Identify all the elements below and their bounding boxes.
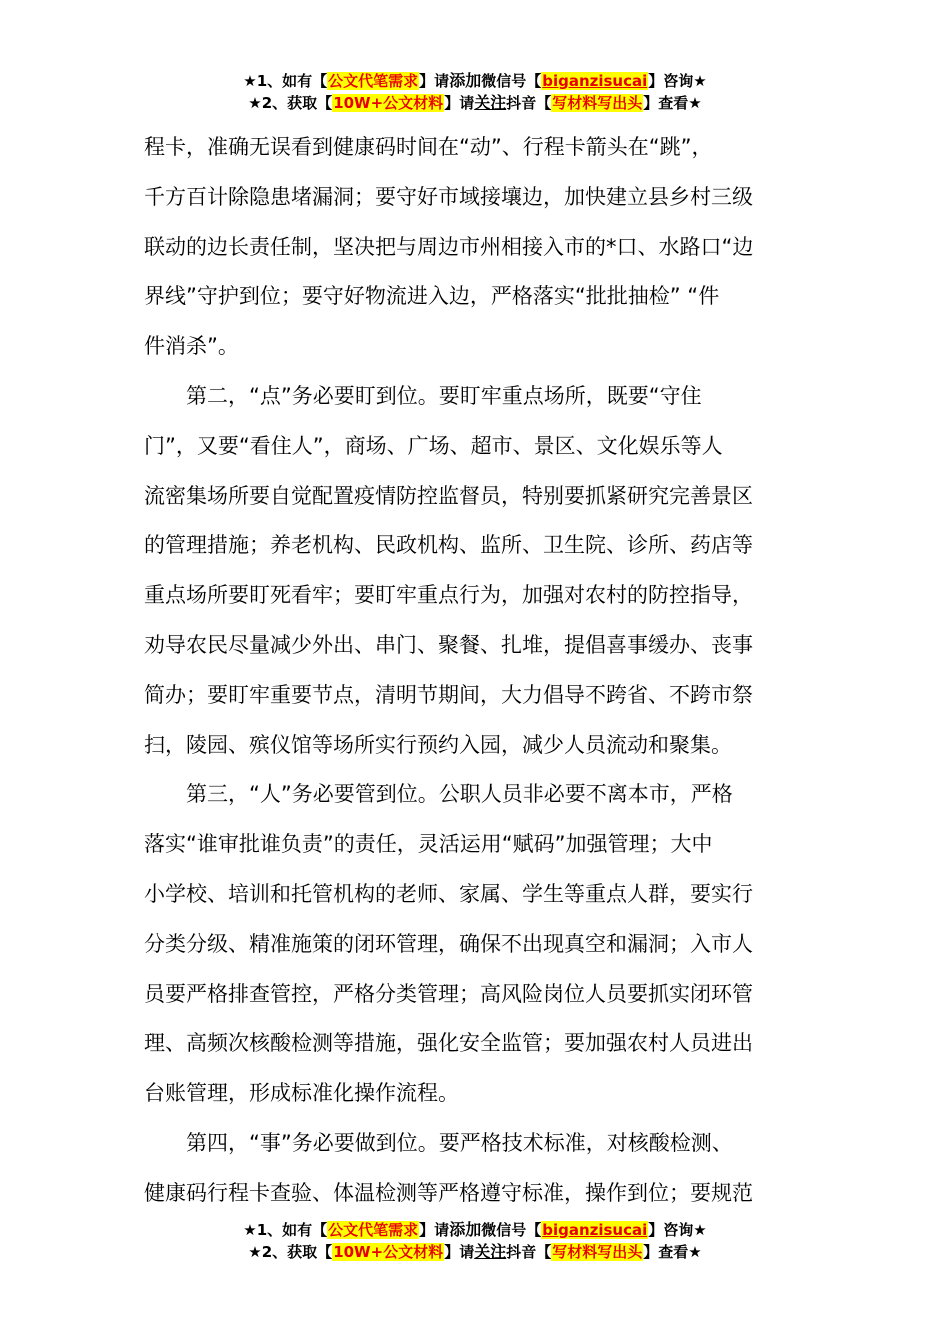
body-line: 联动的边长责任制，坚决把与周边市州相接入市的*口、水路口“边 — [144, 234, 754, 259]
banner-douyin-id: 写材料写出头 — [552, 1243, 643, 1261]
body-line: 简办；要盯牢重要节点，清明节期间，大力倡导不跨省、不跨市祭 — [144, 682, 753, 707]
banner-text: 微信号【 — [481, 1221, 542, 1239]
banner-highlight: 公文代笔需求 — [328, 1221, 419, 1239]
banner-line-2 — [0, 1241, 950, 1263]
banner-text: 】咨询★ — [648, 72, 707, 90]
body-line: 重点场所要盯死看牢；要盯牢重点行为，加强对农村的防控指导， — [144, 583, 753, 608]
bottom-banner — [0, 1219, 950, 1263]
banner-text: 】请 — [419, 72, 450, 90]
body-line: 小学校、培训和托管机构的老师、家属、学生等重点人群，要实行 — [144, 881, 753, 906]
banner-line-1 — [0, 70, 950, 92]
body-line: 界线”守护到位；要守好物流进入边，严格落实“批批抽检” “件 — [144, 284, 720, 309]
banner-highlight: 10W+公文材料 — [333, 94, 444, 112]
banner-text: 】请 — [444, 94, 475, 112]
body-line: 件消杀”。 — [144, 334, 239, 359]
banner-text: 抖音【 — [506, 1243, 552, 1261]
body-line: 落实“谁审批谁负责”的责任，灵活运用“赋码”加强管理；大中 — [144, 832, 713, 857]
banner-highlight: 10W+公文材料 — [333, 1243, 444, 1261]
body-line: 流密集场所要自觉配置疫情防控监督员，特别要抓紧研究完善景区 — [144, 483, 753, 508]
banner-emphasis: 添加 — [449, 1220, 482, 1239]
banner-text: ★1、如有【 — [243, 1221, 328, 1239]
body-line: 台账管理，形成标准化操作流程。 — [144, 1081, 459, 1106]
body-line: 门”，又要“看住人”，商场、广场、超市、景区、文化娱乐等人 — [144, 433, 723, 458]
banner-emphasis: 关注 — [474, 93, 507, 112]
body-line: 的管理措施；养老机构、民政机构、监所、卫生院、诊所、药店等 — [144, 533, 753, 558]
banner-line-2 — [0, 92, 950, 114]
banner-text: 抖音【 — [506, 94, 552, 112]
banner-emphasis: 添加 — [449, 71, 482, 90]
body-line: 扫，陵园、殡仪馆等场所实行预约入园，减少人员流动和聚集。 — [144, 732, 732, 757]
top-banner — [0, 70, 950, 114]
banner-highlight: 公文代笔需求 — [328, 72, 419, 90]
banner-text: 】查看★ — [643, 1243, 702, 1261]
body-line: 健康码行程卡查验、体温检测等严格遵守标准，操作到位；要规范 — [144, 1180, 753, 1205]
banner-text: 】查看★ — [643, 94, 702, 112]
banner-douyin-id: 写材料写出头 — [552, 94, 643, 112]
banner-text: ★1、如有【 — [243, 72, 328, 90]
body-line: 分类分级、精准施策的闭环管理，确保不出现真空和漏洞；入市人 — [144, 931, 753, 956]
body-line: 员要严格排查管控，严格分类管理；高风险岗位人员要抓实闭环管 — [144, 981, 753, 1006]
body-line: 第三，“人”务必要管到位。公职人员非必要不离本市，严格 — [144, 782, 733, 807]
banner-text: ★2、获取【 — [248, 1243, 333, 1261]
banner-wechat-id: biganzisucai — [542, 72, 648, 90]
body-line: 理、高频次核酸检测等措施，强化安全监管；要加强农村人员进出 — [144, 1031, 753, 1056]
body-line: 程卡，准确无误看到健康码时间在“动”、行程卡箭头在“跳”， — [144, 135, 713, 159]
banner-emphasis: 关注 — [474, 1242, 507, 1261]
document-body — [144, 123, 809, 1219]
banner-text: 】请 — [419, 1221, 450, 1239]
body-line: 第二，“点”务必要盯到位。要盯牢重点场所，既要“守住 — [144, 383, 702, 408]
body-line: 千方百计除隐患堵漏洞；要守好市域接壤边，加快建立县乡村三级 — [144, 184, 753, 209]
body-line: 劝导农民尽量减少外出、串门、聚餐、扎堆，提倡喜事缓办、丧事 — [144, 632, 753, 657]
banner-text: 】请 — [444, 1243, 475, 1261]
body-line: 第四，“事”务必要做到位。要严格技术标准，对核酸检测、 — [144, 1130, 733, 1155]
banner-line-1 — [0, 1219, 950, 1241]
banner-wechat-id: biganzisucai — [542, 1221, 648, 1239]
banner-text: 】咨询★ — [648, 1221, 707, 1239]
banner-text: ★2、获取【 — [248, 94, 333, 112]
banner-text: 微信号【 — [481, 72, 542, 90]
